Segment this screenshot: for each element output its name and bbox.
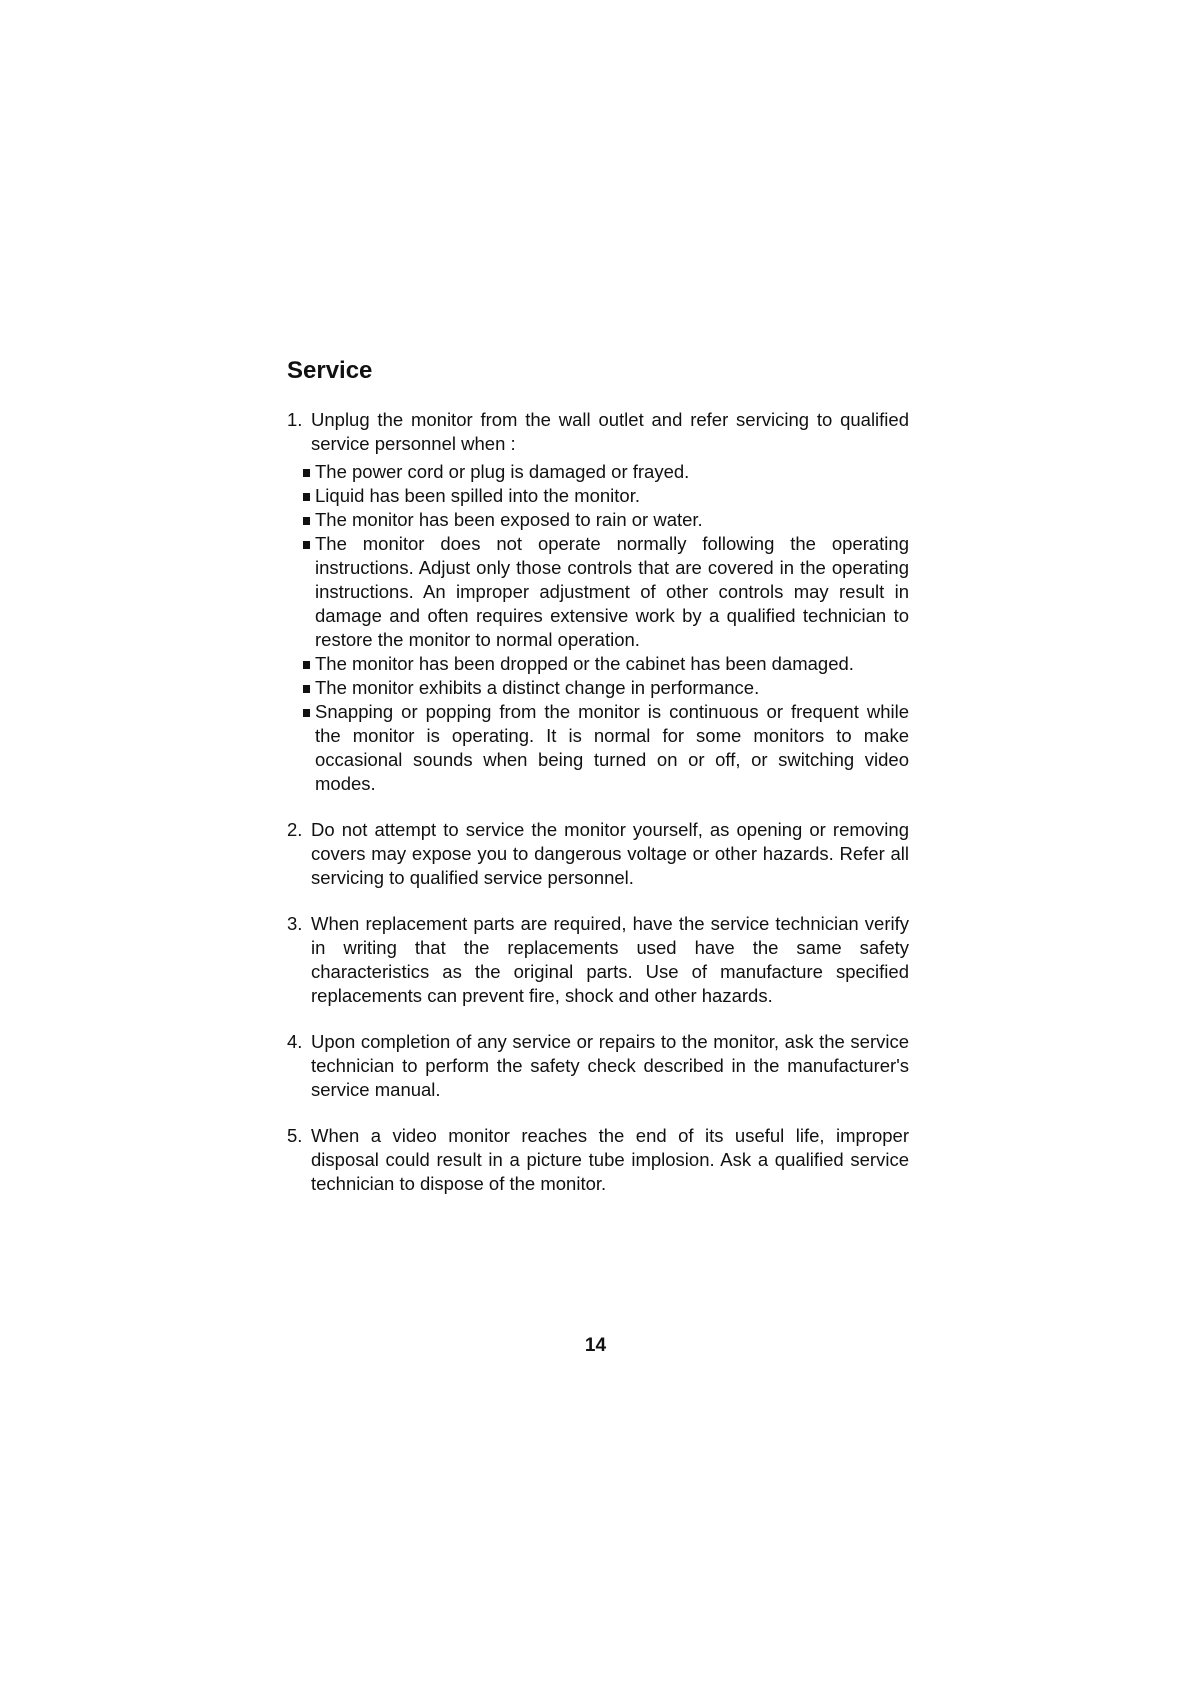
list-item	[303, 700, 909, 796]
service-item-2	[287, 818, 909, 890]
bullet-text: The monitor exhibits a distinct change in performance.	[315, 676, 760, 698]
square-bullet-icon	[303, 469, 310, 477]
item-number: 4.	[287, 1030, 303, 1052]
item-text: When a video monitor reaches the end of its useful life, improper disposal could result in a picture tube implosion. Ask a qualified service technician to dispose of the monitor.	[311, 1124, 909, 1194]
bullet-text: The monitor has been exposed to rain or water.	[315, 508, 703, 530]
bullet-text: Snapping or popping from the monitor is continuous or frequent while the monitor is operating. It is normal for some monitors to make occasional sounds when being turned on or off, or switching video modes.	[315, 700, 909, 794]
item-text: Upon completion of any service or repairs to the monitor, ask the service technician to perform the safety check described in the manufacturer's service manual.	[311, 1030, 909, 1100]
item-number: 1.	[287, 408, 303, 430]
list-item	[303, 508, 909, 532]
square-bullet-icon	[303, 493, 310, 501]
bullet-text: Liquid has been spilled into the monitor.	[315, 484, 640, 506]
service-section	[287, 357, 909, 1218]
list-item	[303, 676, 909, 700]
service-item-5	[287, 1124, 909, 1196]
item-text: Do not attempt to service the monitor yourself, as opening or removing covers may expose you to dangerous voltage or other hazards. Refer all servicing to qualified service personnel.	[311, 818, 909, 888]
item-text: When replacement parts are required, have the service technician verify in writing that the replacements used have the same safety characteristics as the original parts. Use of manufacture specified replacements can prevent fire, shock and other hazards.	[311, 912, 909, 1006]
square-bullet-icon	[303, 517, 310, 525]
list-item	[303, 532, 909, 652]
service-item-1	[287, 408, 909, 796]
square-bullet-icon	[303, 541, 310, 549]
page-number: 14	[584, 1335, 607, 1356]
service-item-3	[287, 912, 909, 1008]
item-text: Unplug the monitor from the wall outlet and refer servicing to qualified service personnel when :	[311, 408, 909, 454]
bullet-text: The monitor does not operate normally following the operating instructions. Adjust only those controls that are covered in the operating instructions. An improper adjustment of other controls may result in damage and often requires extensive work by a qualified technician to restore the monitor to normal operation.	[315, 532, 909, 650]
bullet-text: The power cord or plug is damaged or frayed.	[315, 460, 690, 482]
square-bullet-icon	[303, 685, 310, 693]
list-item	[303, 460, 909, 484]
square-bullet-icon	[303, 709, 310, 717]
list-item	[303, 652, 909, 676]
bullet-text: The monitor has been dropped or the cabinet has been damaged.	[315, 652, 854, 674]
item-number: 5.	[287, 1124, 303, 1146]
square-bullet-icon	[303, 661, 310, 669]
item-number: 3.	[287, 912, 303, 934]
section-title: Service	[287, 357, 373, 384]
condition-list	[303, 460, 909, 796]
list-item	[303, 484, 909, 508]
service-item-4	[287, 1030, 909, 1102]
item-number: 2.	[287, 818, 303, 840]
